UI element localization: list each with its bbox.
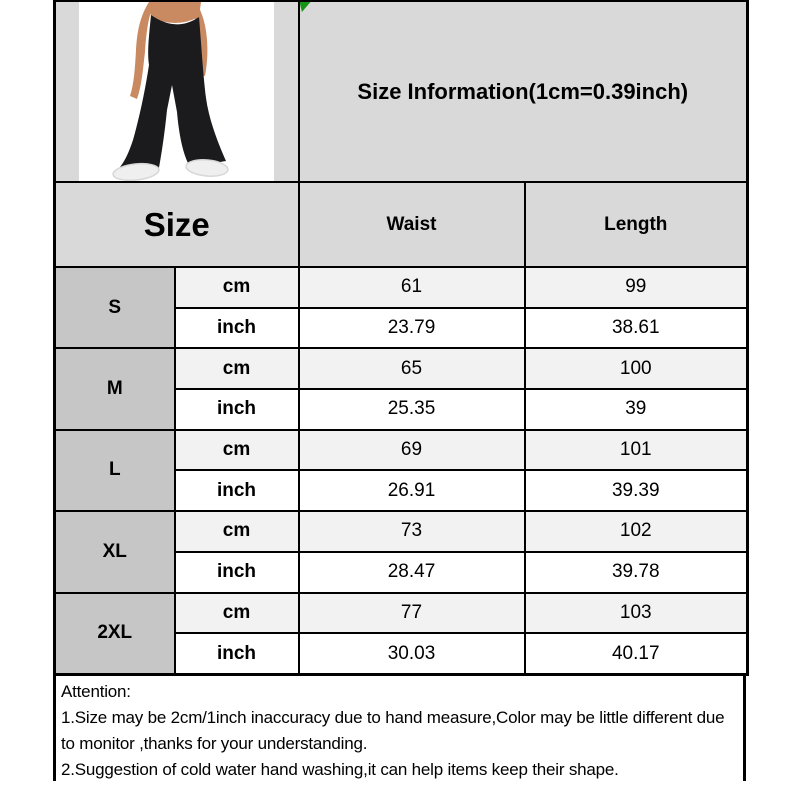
size-label-2xl: 2XL	[55, 593, 175, 675]
size-info-title: Size Information(1cm=0.39inch)	[357, 78, 689, 104]
table-row-l-cm	[55, 430, 748, 471]
table-row-2xl-cm	[55, 593, 748, 634]
size-label-l: L	[55, 430, 175, 511]
size-label-m: M	[55, 348, 175, 429]
unit-label: cm	[175, 267, 299, 308]
unit-label: cm	[175, 511, 299, 552]
unit-label: cm	[175, 593, 299, 634]
waist-value: 28.47	[299, 552, 525, 593]
column-header-waist: Waist	[299, 182, 525, 267]
waist-value: 77	[299, 593, 525, 634]
title-cell	[299, 1, 748, 182]
length-value: 40.17	[525, 633, 748, 674]
waist-value: 23.79	[299, 308, 525, 349]
unit-label: inch	[175, 470, 299, 511]
table-header-row	[55, 182, 748, 267]
image-title-row	[55, 1, 748, 182]
unit-label: cm	[175, 430, 299, 471]
length-value: 39.78	[525, 552, 748, 593]
waist-value: 26.91	[299, 470, 525, 511]
length-value: 103	[525, 593, 748, 634]
size-chart-sheet	[53, 0, 746, 781]
waist-value: 69	[299, 430, 525, 471]
column-header-length: Length	[525, 182, 748, 267]
attention-note-1: 1.Size may be 2cm/1inch inaccuracy due to hand measure,Color may be little different due to monitor ,thanks for your understanding.	[61, 707, 725, 753]
unit-label: cm	[175, 348, 299, 389]
unit-label: inch	[175, 308, 299, 349]
unit-label: inch	[175, 389, 299, 430]
length-value: 38.61	[525, 308, 748, 349]
length-value: 39.39	[525, 470, 748, 511]
length-value: 99	[525, 267, 748, 308]
attention-heading: Attention:	[61, 681, 131, 701]
product-image	[79, 2, 274, 181]
length-value: 39	[525, 389, 748, 430]
length-value: 101	[525, 430, 748, 471]
waist-value: 25.35	[299, 389, 525, 430]
green-corner-marker-icon	[300, 2, 311, 12]
waist-value: 73	[299, 511, 525, 552]
size-label-s: S	[55, 267, 175, 348]
waist-value: 30.03	[299, 633, 525, 674]
size-label-xl: XL	[55, 511, 175, 592]
table-row-xl-cm	[55, 511, 748, 552]
attention-notes	[53, 676, 746, 781]
table-row-s-cm	[55, 267, 748, 308]
waist-value: 65	[299, 348, 525, 389]
unit-label: inch	[175, 552, 299, 593]
column-header-size: Size	[55, 182, 299, 267]
flare-leggings-model-illustration	[79, 2, 274, 181]
product-image-cell	[55, 1, 299, 182]
attention-note-2: 2.Suggestion of cold water hand washing,it can help items keep their shape.	[61, 759, 619, 779]
unit-label: inch	[175, 633, 299, 674]
length-value: 100	[525, 348, 748, 389]
length-value: 102	[525, 511, 748, 552]
table-row-m-cm	[55, 348, 748, 389]
size-chart-table	[53, 0, 749, 676]
waist-value: 61	[299, 267, 525, 308]
